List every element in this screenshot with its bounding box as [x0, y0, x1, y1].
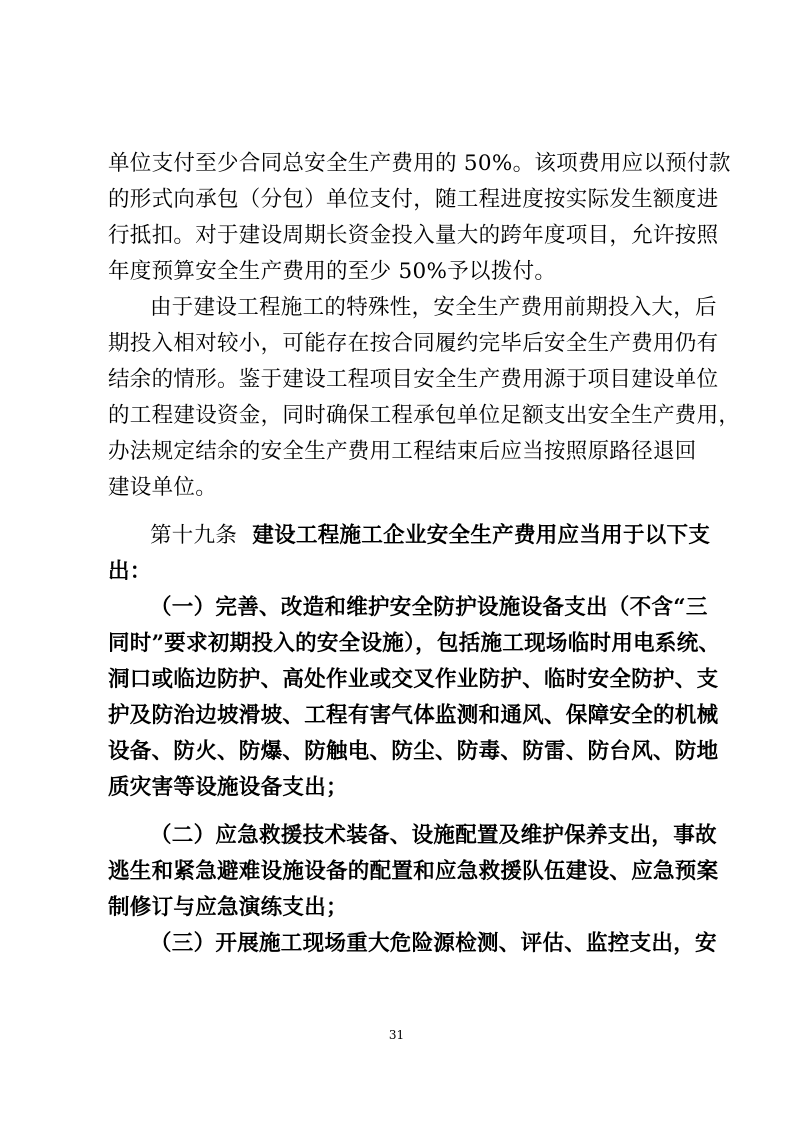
item-two-line: （二）应急救援技术装备、设施配置及维护保养支出，事故 — [150, 823, 717, 848]
text-line: 建设单位。 — [108, 475, 218, 500]
text-line: 办法规定结余的安全生产费用工程结束后应当按照原路径退回 — [108, 439, 697, 464]
text-line: 同时”要求初期投入的安全设施），包括施工现场临时用电系统、 — [108, 631, 721, 656]
text-line: 护及防治边坡滑坡、工程有害气体监测和通风、保障安全的机械 — [108, 703, 719, 728]
text-line: 制修订与应急演练支出； — [108, 895, 348, 920]
text-line: 结余的情形。鉴于建设工程项目安全生产费用源于项目建设单位 — [108, 367, 719, 392]
text-line: 行抵扣。对于建设周期长资金投入量大的跨年度项目，允许按照 — [108, 223, 719, 248]
page-number: 31 — [388, 1028, 405, 1042]
text-line: 的工程建设资金，同时确保工程承包单位足额支出安全生产费用， — [108, 403, 741, 428]
text-line: 年度预算安全生产费用的至少 50%予以拨付。 — [108, 259, 557, 284]
paragraph-start-line: 由于建设工程施工的特殊性，安全生产费用前期投入大，后 — [150, 295, 717, 320]
text-line: 的形式向承包（分包）单位支付，随工程进度按实际发生额度进 — [108, 187, 719, 212]
item-three-line: （三）开展施工现场重大危险源检测、评估、监控支出，安 — [150, 931, 717, 956]
text-line: 洞口或临边防护、高处作业或交叉作业防护、临时安全防护、支 — [108, 667, 719, 692]
article-number: 第十九条 — [150, 523, 238, 548]
article-title: 建设工程施工企业安全生产费用应当用于以下支 — [252, 523, 711, 548]
item-one-line: （一）完善、改造和维护安全防护设施设备支出（不含“三 — [150, 595, 708, 620]
text-line: 单位支付至少合同总安全生产费用的 50%。该项费用应以预付款 — [108, 151, 731, 176]
text-line: 逃生和紧急避难设施设备的配置和应急救援队伍建设、应急预案 — [108, 859, 719, 884]
article-heading-line — [150, 518, 710, 554]
text-line: 质灾害等设施设备支出； — [108, 775, 348, 800]
article-title-continuation: 出： — [108, 559, 152, 584]
text-line: 设备、防火、防爆、防触电、防尘、防毒、防雷、防台风、防地 — [108, 739, 719, 764]
text-line: 期投入相对较小，可能存在按合同履约完毕后安全生产费用仍有 — [108, 331, 719, 356]
